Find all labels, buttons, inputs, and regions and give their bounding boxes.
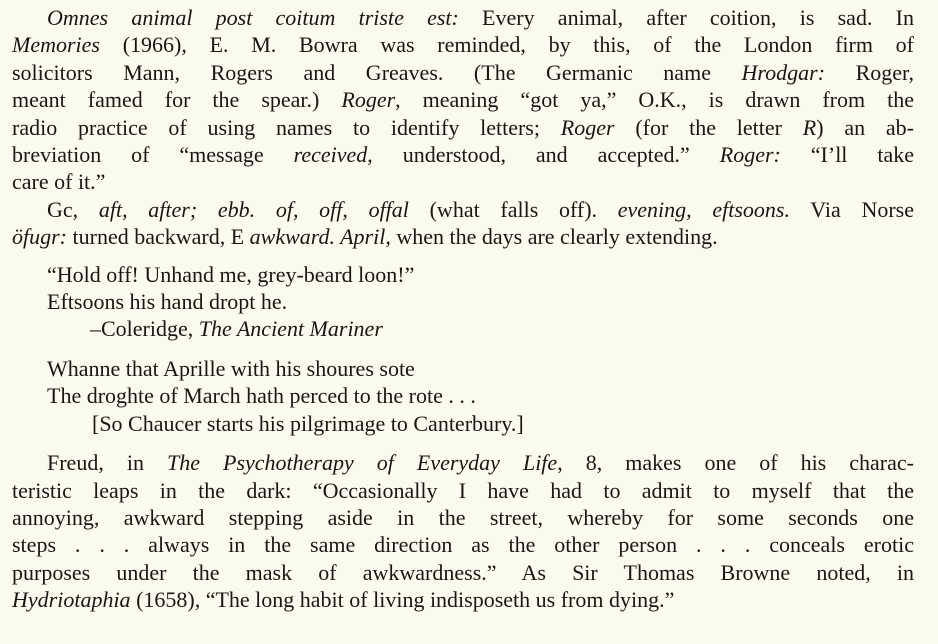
italic-text: Roger — [560, 114, 615, 140]
paragraph-freud — [12, 449, 914, 613]
text-line — [12, 59, 914, 86]
quote-line: Whanne that Aprille with his shoures sote — [47, 355, 415, 381]
attribution-work-title: The Ancient Mariner — [198, 316, 383, 342]
text: ) an ab- — [816, 114, 915, 140]
italic-text: R — [802, 114, 817, 140]
italic-text: Hrodgar: — [741, 59, 826, 85]
text: Via Norse — [790, 196, 914, 222]
text: , when the days are clearly extending. — [385, 224, 718, 250]
text: , understood, and accepted.” — [367, 142, 720, 168]
quote-note: [So Chaucer starts his pilgrimage to Canterbury.] — [92, 410, 524, 436]
attribution-author: –Coleridge, — [90, 316, 199, 342]
text-line — [12, 504, 914, 531]
quote-line: The droghte of March hath perced to the rote . . . — [47, 383, 476, 409]
quote-line: “Hold off! Unhand me, grey-beard loon!” — [47, 261, 415, 287]
text-line — [12, 449, 914, 476]
text-line — [12, 223, 914, 250]
text-line — [12, 86, 914, 113]
italic-text: The Psychotherapy of Everyday Life — [166, 450, 558, 476]
text-line — [12, 141, 914, 168]
quote-line: Eftsoons his hand dropt he. — [47, 289, 288, 315]
text: meant famed for the spear.) — [12, 87, 342, 113]
italic-text: Omnes animal post coitum triste est: — [47, 5, 459, 30]
text: purposes under the mask of awkwardness.” As Sir Thomas Browne noted, in — [12, 559, 914, 585]
text: Roger, — [825, 59, 914, 85]
coleridge-quote — [12, 261, 914, 343]
italic-text: Roger — [341, 87, 396, 113]
chaucer-quote — [12, 355, 914, 437]
italic-text: awkward. April — [249, 224, 386, 250]
text: (for the letter — [614, 114, 803, 140]
text: care of it.” — [12, 169, 106, 195]
text: (1658), “The long habit of living indisposeth us from dying.” — [130, 587, 675, 613]
paragraph-omnes-animal — [12, 4, 914, 196]
text: (what falls off). — [408, 196, 618, 222]
text-line — [12, 196, 914, 223]
text: radio practice of using names to identify letters; — [12, 114, 561, 140]
italic-text: Roger: — [719, 142, 781, 168]
text-line — [12, 477, 914, 504]
text: breviation of “message — [12, 142, 294, 168]
document-page — [12, 4, 914, 614]
text: (1966), E. M. Bowra was reminded, by this, of the London firm of — [99, 32, 914, 58]
text-line — [12, 31, 914, 58]
text: solicitors Mann, Rogers and Greaves. (The Germanic name — [12, 59, 742, 85]
text-line — [12, 4, 914, 31]
text-line — [12, 114, 914, 141]
text: Every animal, after coition, is sad. In — [458, 5, 914, 30]
text: Gc, — [47, 196, 99, 222]
text-line — [12, 559, 914, 586]
italic-text: evening, eftsoons. — [617, 196, 790, 222]
text: annoying, awkward stepping aside in the street, whereby for some seconds one — [12, 504, 914, 530]
italic-text: received — [293, 142, 368, 168]
italic-text: Hydriotaphia — [12, 587, 131, 613]
text: turned backward, E — [67, 224, 250, 250]
text-line — [12, 586, 914, 613]
italic-text: Memories — [12, 32, 100, 58]
text-line — [12, 168, 914, 195]
text: , 8, makes one of his charac- — [557, 450, 914, 476]
text: steps . . . always in the same direction as the other person . . . conceals erotic — [12, 532, 914, 558]
italic-text: öfugr: — [12, 224, 67, 250]
paragraph-aft-after — [12, 196, 914, 251]
text: teristic leaps in the dark: “Occasionally I have had to admit to myself that the — [12, 477, 914, 503]
italic-text: aft, after; ebb. of, off, offal — [98, 196, 409, 222]
quote-attribution — [47, 315, 914, 342]
text-line — [12, 531, 914, 558]
text: “I’ll take — [780, 142, 914, 168]
text: , meaning “got ya,” O.K., is drawn from the — [395, 87, 915, 113]
text: Freud, in — [47, 450, 167, 476]
